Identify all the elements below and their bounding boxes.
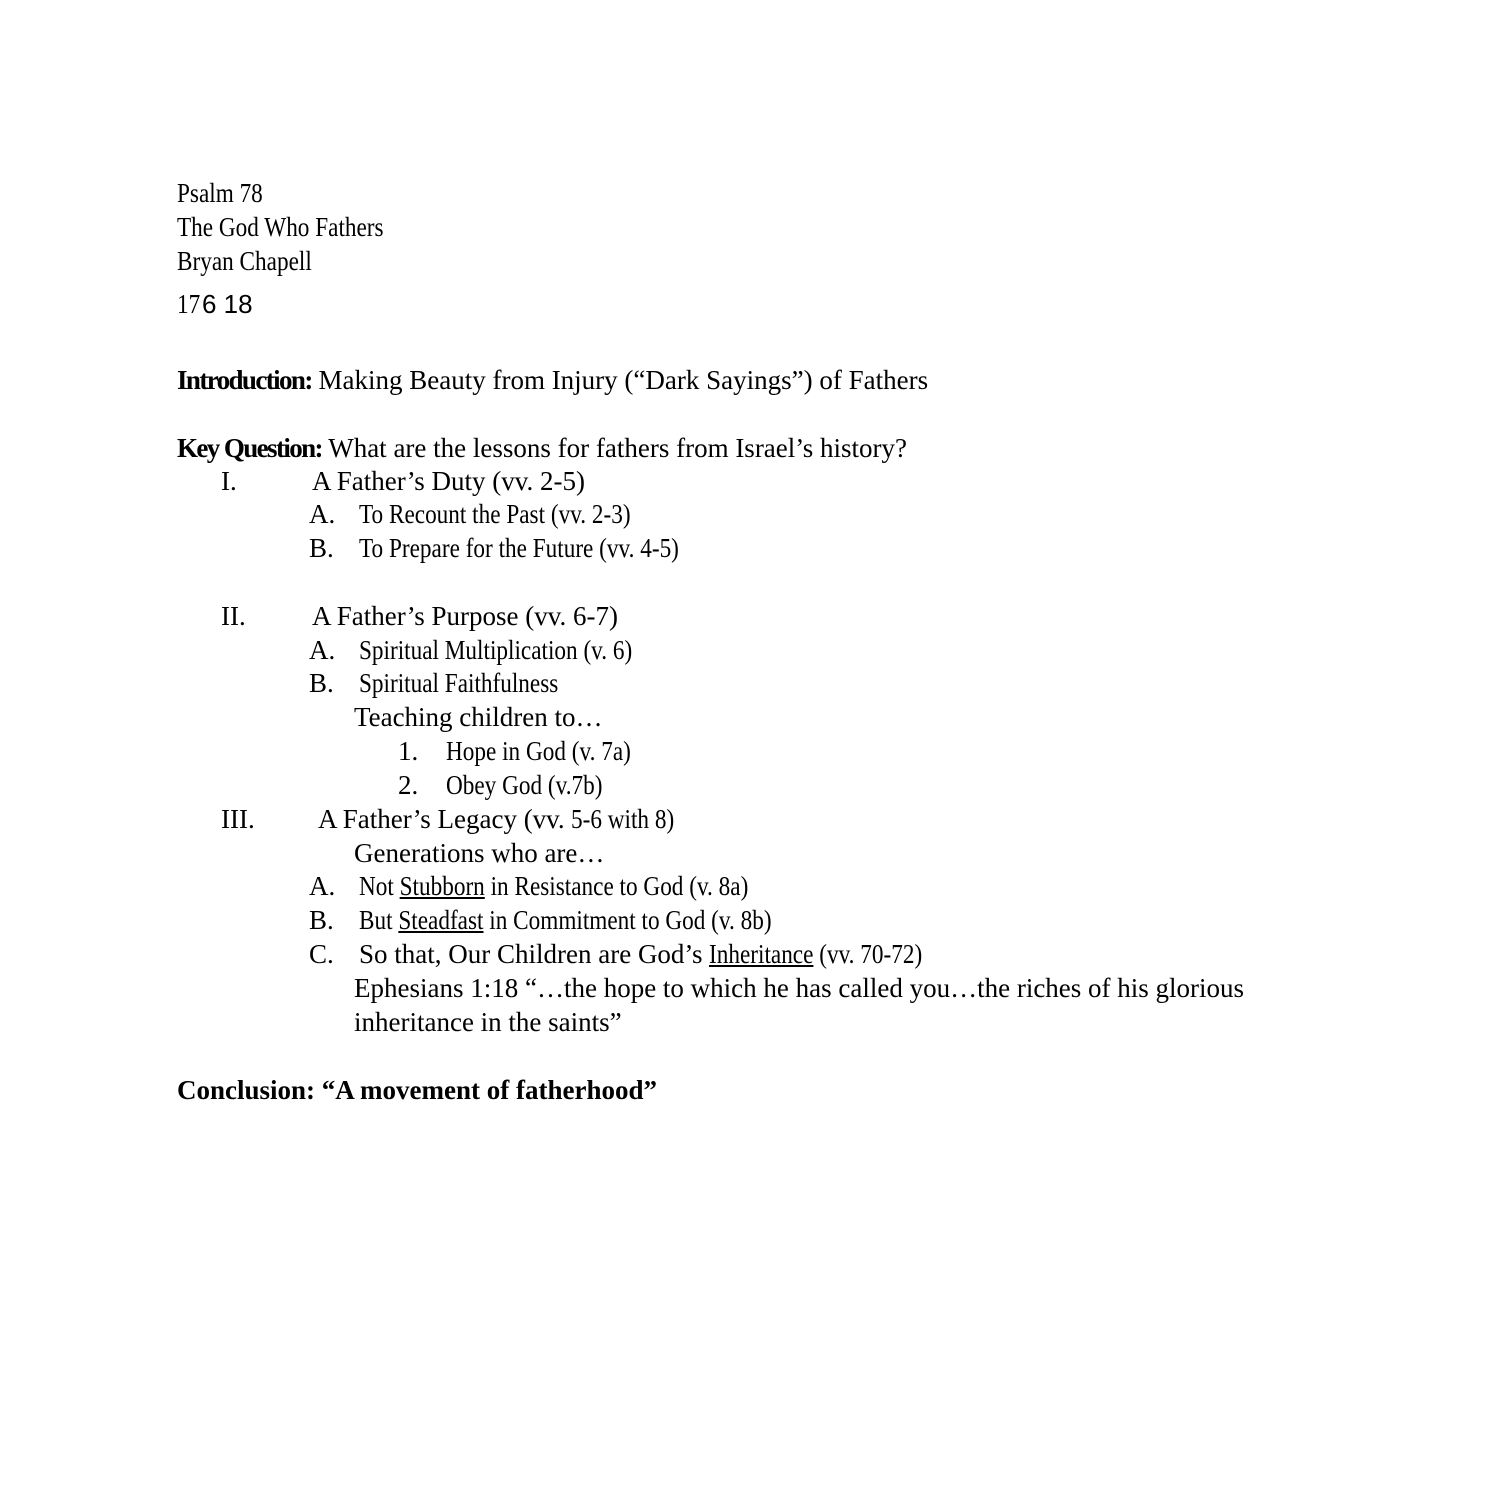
section-3-a-text: Not Stubborn in Resistance to God (v. 8a) <box>359 871 749 901</box>
key-question-label: Key Question: <box>177 433 322 463</box>
section-3-c-text: So that, Our Children are God’s Inheritance (vv. 70-72) <box>359 939 923 969</box>
keyword-inheritance: Inheritance <box>709 939 814 969</box>
section-2-item-1-text: Hope in God (v. 7a) <box>446 736 631 766</box>
conclusion-line: Conclusion: “A movement of fatherhood” <box>177 1075 657 1105</box>
section-1-numeral: I. <box>221 466 237 496</box>
section-2-b-text: Spiritual Faithfulness <box>359 668 559 698</box>
section-3-title: A Father’s Legacy (vv. 5-6 with 8) <box>318 804 675 834</box>
key-question-line <box>177 431 907 465</box>
section-3-c-marker: C. <box>309 939 334 969</box>
section-3-numeral: III. <box>221 804 255 834</box>
key-question-text: What are the lessons for fathers from Israel’s history? <box>328 433 908 463</box>
section-2-b-marker: B. <box>309 668 334 698</box>
section-1-title: A Father’s Duty (vv. 2-5) <box>312 466 585 496</box>
keyword-steadfast: Steadfast <box>398 905 484 935</box>
section-3-b-text: But Steadfast in Commitment to God (v. 8b) <box>359 905 772 935</box>
section-2-item-2-marker: 2. <box>398 770 419 800</box>
section-3-a-marker: A. <box>309 871 336 901</box>
sermon-title: The God Who Fathers <box>177 212 384 242</box>
keyword-stubborn: Stubborn <box>399 871 485 901</box>
passage-reference: Psalm 78 <box>177 178 263 208</box>
ephesians-quote-line-2: inheritance in the saints” <box>354 1007 622 1037</box>
section-3-note: Generations who are… <box>354 838 605 868</box>
section-2-item-2-text: Obey God (v.7b) <box>446 770 603 800</box>
introduction-text: Making Beauty from Injury (“Dark Sayings”) of Fathers <box>318 365 929 395</box>
section-3-b-marker: B. <box>309 905 334 935</box>
section-2-a-marker: A. <box>309 635 336 665</box>
sermon-date: 176 18 <box>177 289 253 319</box>
introduction-label: Introduction: <box>177 365 312 395</box>
section-1-b-text: To Prepare for the Future (vv. 4-5) <box>359 533 679 563</box>
author-name: Bryan Chapell <box>177 246 312 276</box>
section-2-title: A Father’s Purpose (vv. 6-7) <box>312 601 618 631</box>
section-1-a-text: To Recount the Past (vv. 2-3) <box>359 499 631 529</box>
introduction-line <box>177 363 928 397</box>
section-2-b-note: Teaching children to… <box>354 702 603 732</box>
ephesians-quote-line-1: Ephesians 1:18 “…the hope to which he has called you…the riches of his glorious <box>354 973 1245 1003</box>
section-2-a-text: Spiritual Multiplication (v. 6) <box>359 635 633 665</box>
section-1-b-marker: B. <box>309 533 334 563</box>
section-2-item-1-marker: 1. <box>398 736 419 766</box>
section-2-numeral: II. <box>221 601 246 631</box>
section-1-a-marker: A. <box>309 499 336 529</box>
